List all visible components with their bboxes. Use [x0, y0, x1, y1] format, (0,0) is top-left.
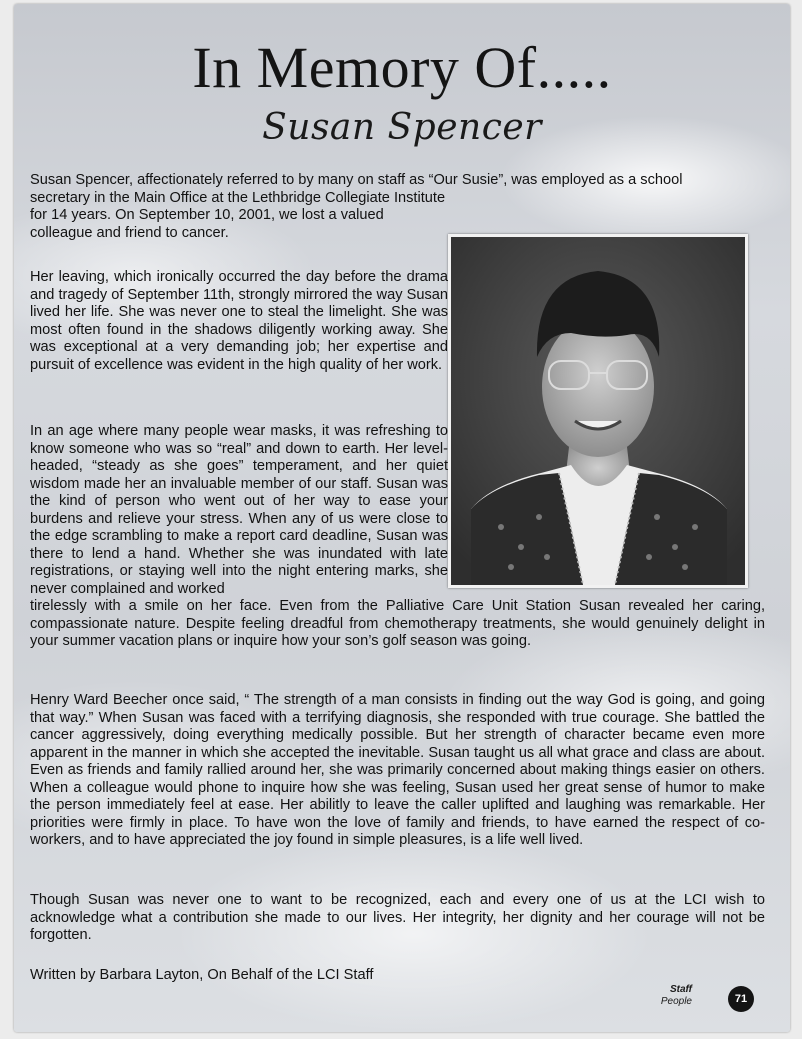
paragraph-intro-rest: secretary in the Main Office at the Lethbridge Collegiate Institute for 14 years. On September 10, 2001, we lost a valued colleague and friend to cancer. [30, 189, 446, 241]
portrait-photo-frame [448, 234, 748, 588]
byline: Written by Barbara Layton, On Behalf of the LCI Staff [30, 967, 374, 983]
paragraph-intro-line1: Susan Spencer, affectionately referred to by many on staff as “Our Susie”, was employed as a school [30, 172, 683, 188]
section-name: Staff [669, 984, 692, 995]
paragraph-intro [30, 172, 765, 242]
page-title: In Memory Of..... [192, 35, 612, 100]
page-number-badge: 71 [728, 986, 754, 1012]
portrait-illustration [451, 237, 745, 585]
paragraph-leaving: Her leaving, which ironically occurred the day before the drama and tragedy of September 11th, strongly mirrored the way Susan lived her life. She was never one to steal the limelight. She was most often found in the shadows diligently working away. She was exceptional at a very demanding job; her expertise and pursuit of excellence was evident in the high quality of her work. [30, 269, 448, 373]
yearbook-page [14, 4, 790, 1032]
paragraph-beecher: Henry Ward Beecher once said, “ The strength of a man consists in finding out the way God is going, and going that way.” When Susan was faced with a terrifying diagnosis, she responded with true courage. She battled the cancer aggressively, doing everything medically possible. But her strength of character became even more apparent in the manner in which she accepted the inevitable. Susan taught us all what grace and class are about. Even as friends and family rallied around her, she was primarily concerned about making things easier on others. When a colleague would phone to inquire how she was feeling, Susan used her great sense of humor to make the person immediately feel at ease. Her abilitly to leave the caller uplifted and laughing was remarkable. Her priorities were firmly in place. To have won the love of family and friends, to have earned the respect of co-workers, and to have appreciated the joy found in simple pleasures, is a life well lived. [30, 692, 765, 848]
paragraph-masks-wide: tirelessly with a smile on her face. Even from the Palliative Care Unit Station Susan revealed her caring, compassionate nature. Despite feeling dreadful from chemotherapy treatments, she would genuinely delight in your summer vacation plans or inquire how your son’s golf season was going. [30, 598, 765, 649]
paragraph-closing: Though Susan was never one to want to be recognized, each and every one of us at the LCI wish to acknowledge what a contribution she made to our lives. Her integrity, her dignity and her courage will not be forgotten. [30, 892, 765, 943]
signature-name: Susan Spencer [262, 107, 542, 148]
subsection-name: People [660, 996, 692, 1007]
paragraph-masks-narrow: In an age where many people wear masks, it was refreshing to know someone who was so “real” and down to earth. Her level-headed, “steady as she goes” temperament, and her quiet wisdom made her an invaluable member of our staff. Susan was the kind of person who went out of her way to ease your burdens and relieve your stress. When any of us were close to the edge scrambling to make a report card deadline, Susan was there to lend a hand. Whether she was inundated with late registrations, or staying well into the night entering marks, she never complained and worked [30, 423, 448, 597]
section-label [661, 984, 692, 1008]
portrait-photo [451, 237, 745, 585]
